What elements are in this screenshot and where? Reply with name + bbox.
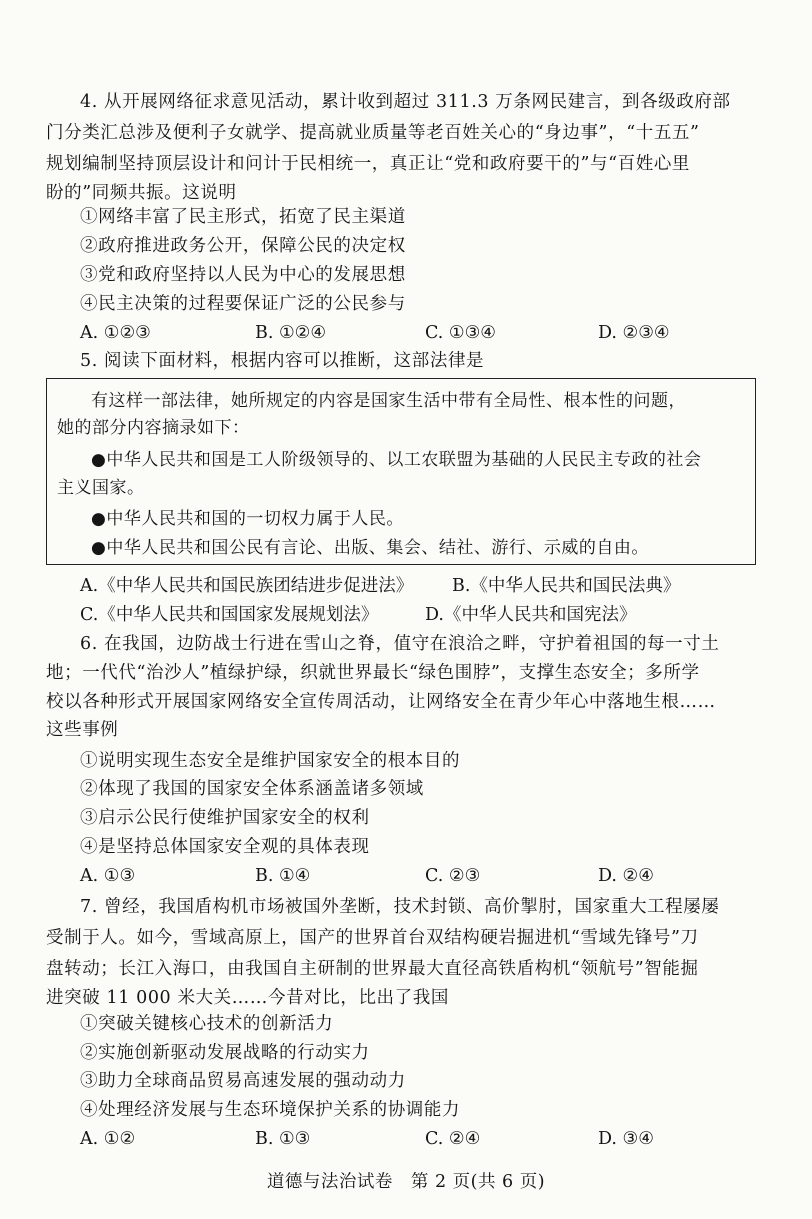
q5-box-bullet: ●中华人民共和国的一切权力属于人民。 <box>91 509 404 529</box>
q7-option-b[interactable]: B. ①③ <box>255 1129 311 1149</box>
q6-option-c[interactable]: C. ②③ <box>425 866 481 886</box>
q5-option-c[interactable]: C.《中华人民共和国国家发展规划法》 <box>80 605 379 625</box>
q7-stem-line: 进突破 11 000 米大关……今昔对比，比出了我国 <box>46 988 449 1008</box>
q4-stem-line: 盼的”同频共振。这说明 <box>46 183 237 203</box>
q6-item: ③启示公民行使维护国家安全的权利 <box>80 808 370 828</box>
q5-box-intro: 她的部分内容摘录如下： <box>57 418 250 438</box>
q4-item: ②政府推进政务公开，保障公民的决定权 <box>80 236 406 256</box>
q5-box-bullet: ●中华人民共和国公民有言论、出版、集会、结社、游行、示威的自由。 <box>91 538 649 558</box>
q4-option-b[interactable]: B. ①②④ <box>255 323 327 343</box>
q4-option-a[interactable]: A. ①②③ <box>80 323 151 343</box>
page-footer: 道德与法治试卷 第 2 页(共 6 页) <box>266 1172 546 1192</box>
q5-option-b[interactable]: B.《中华人民共和国民法典》 <box>452 576 681 596</box>
q4-item: ④民主决策的过程要保证广泛的公民参与 <box>80 294 406 314</box>
q4-options <box>80 319 766 348</box>
q4-stem-line: 规划编制坚持顶层设计和问计于民相统一，真正让“党和政府要干的”与“百姓心里 <box>46 154 691 174</box>
q5-stem: 5. 阅读下面材料，根据内容可以推断，这部法律是 <box>80 351 485 371</box>
q7-item: ④处理经济发展与生态环境保护关系的协调能力 <box>80 1100 461 1120</box>
q6-option-b[interactable]: B. ①④ <box>255 866 311 886</box>
q5-box-bullet: ●中华人民共和国是工人阶级领导的、以工农联盟为基础的人民民主专政的社会 <box>91 450 702 470</box>
q4-item: ①网络丰富了民主形式，拓宽了民主渠道 <box>80 207 406 227</box>
q7-options <box>80 1125 766 1154</box>
q7-stem-line: 受制于人。如今，雪域高原上，国产的世界首台双结构硬岩掘进机“雪域先锋号”刀 <box>46 928 699 948</box>
q5-box-bullet-cont: 主义国家。 <box>57 478 145 498</box>
q4-stem-line: 4. 从开展网络征求意见活动，累计收到超过 311.3 万条网民建言，到各级政府部 <box>80 92 731 112</box>
q7-stem-line: 盘转动；长江入海口，由我国自主研制的世界最大直径高铁盾构机“领航号”智能掘 <box>46 959 699 979</box>
q7-item: ②实施创新驱动发展战略的行动实力 <box>80 1043 370 1063</box>
q7-item: ③助力全球商品贸易高速发展的强动动力 <box>80 1071 406 1091</box>
q7-item: ①突破关键核心技术的创新活力 <box>80 1014 334 1034</box>
q4-option-d[interactable]: D. ②③④ <box>598 323 670 343</box>
q4-item: ③党和政府坚持以人民为中心的发展思想 <box>80 265 406 285</box>
q7-stem-line: 7. 曾经，我国盾构机市场被国外垄断，技术封锁、高价掣肘，国家重大工程屡屡 <box>80 897 720 917</box>
q7-option-d[interactable]: D. ③④ <box>598 1129 654 1149</box>
q6-options <box>80 862 766 891</box>
q6-item: ①说明实现生态安全是维护国家安全的根本目的 <box>80 751 461 771</box>
q5-material-box <box>46 378 756 565</box>
q6-option-d[interactable]: D. ②④ <box>598 866 654 886</box>
q4-stem-line: 门分类汇总涉及便利子女就学、提高就业质量等老百姓关心的“身边事”，“十五五” <box>46 123 700 143</box>
q5-box-intro: 有这样一部法律，她所规定的内容是国家生活中带有全局性、根本性的问题， <box>91 391 686 411</box>
q6-option-a[interactable]: A. ①③ <box>80 866 136 886</box>
q7-option-a[interactable]: A. ①② <box>80 1129 136 1149</box>
q6-stem-line: 6. 在我国，边防战士行进在雪山之脊，值守在浪洽之畔，守护着祖国的每一寸土 <box>80 634 720 654</box>
q4-option-c[interactable]: C. ①③④ <box>425 323 496 343</box>
q6-item: ④是坚持总体国家安全观的具体表现 <box>80 837 370 857</box>
q7-option-c[interactable]: C. ②④ <box>425 1129 481 1149</box>
q6-stem-line: 地；一代代“治沙人”植绿护绿，织就世界最长“绿色围脖”，支撑生态安全；多所学 <box>46 663 700 683</box>
q6-stem-line: 这些事例 <box>46 720 119 740</box>
q5-option-a[interactable]: A.《中华人民共和国民族团结进步促进法》 <box>80 576 414 596</box>
q6-item: ②体现了我国的国家安全体系涵盖诸多领域 <box>80 779 424 799</box>
q5-option-d[interactable]: D.《中华人民共和国宪法》 <box>425 605 637 625</box>
q6-stem-line: 校以各种形式开展国家网络安全宣传周活动，让网络安全在青少年心中落地生根…… <box>46 692 716 712</box>
